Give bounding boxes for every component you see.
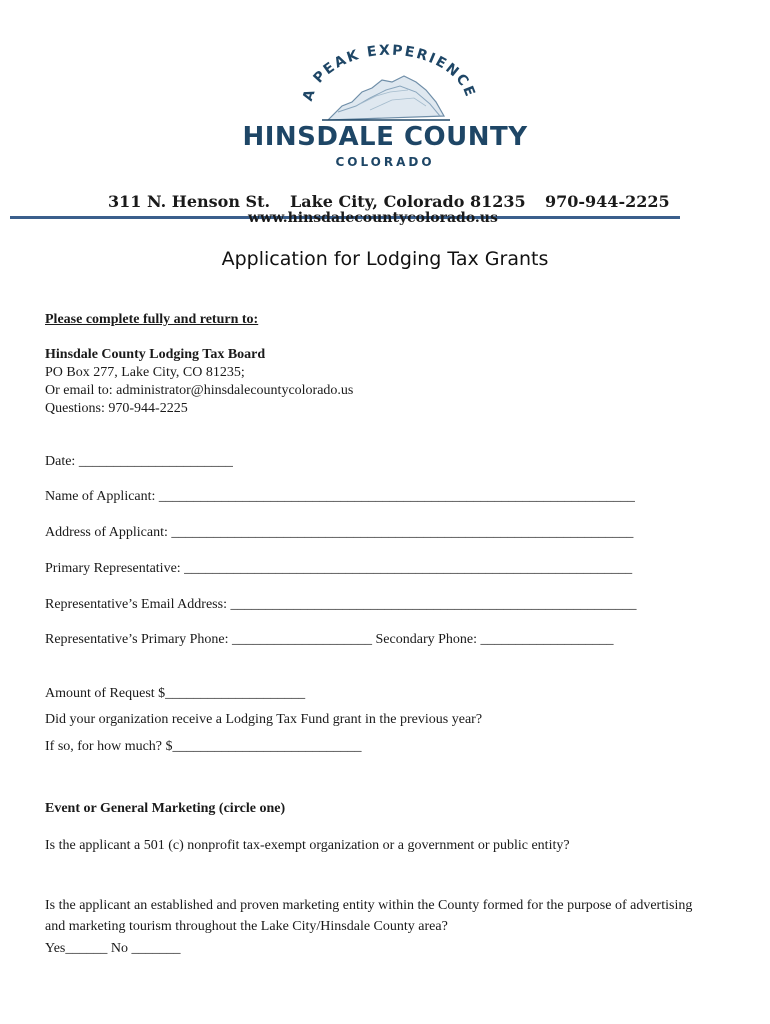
- po-box: PO Box 277, Lake City, CO 81235;: [45, 365, 245, 380]
- mountain-logo-icon: [230, 40, 540, 130]
- representative-phone-fields[interactable]: Representative’s Primary Phone: ____________________ Secondary Phone: ___________________: [45, 632, 614, 647]
- representative-email-field[interactable]: Representative’s Email Address: __________________________________________________________: [45, 597, 637, 612]
- questions-phone: Questions: 970-944-2225: [45, 401, 188, 416]
- county-name: HINSDALE COUNTY: [242, 122, 528, 152]
- phone-number: 970-944-2225: [545, 192, 670, 211]
- section-heading: Event or General Marketing (circle one): [45, 801, 286, 816]
- date-field[interactable]: Date: ______________________: [45, 454, 233, 469]
- logo-tagline: A PEAK EXPERIENCE: [300, 42, 479, 104]
- page-title: Application for Lodging Tax Grants: [221, 248, 549, 270]
- email-instructions: Or email to: administrator@hinsdalecountycolorado.us: [45, 383, 354, 398]
- city-address: Lake City, Colorado 81235: [290, 192, 526, 211]
- nonprofit-question: Is the applicant a 501 (c) nonprofit tax-exempt organization or a government or public entity?: [45, 838, 570, 853]
- board-name: Hinsdale County Lodging Tax Board: [45, 347, 266, 362]
- previous-grant-amount-field[interactable]: If so, for how much? $___________________________: [45, 739, 362, 754]
- street-address: 311 N. Henson St.: [108, 192, 271, 211]
- website-link[interactable]: www.hinsdalecountycolorado.us: [248, 210, 498, 226]
- state-name: COLORADO: [335, 155, 435, 169]
- amount-request-field[interactable]: Amount of Request $____________________: [45, 686, 306, 701]
- yes-no-field[interactable]: Yes______ No _______: [45, 941, 181, 956]
- previous-grant-question: Did your organization receive a Lodging Tax Fund grant in the previous year?: [45, 712, 483, 727]
- marketing-entity-question: Is the applicant an established and proven marketing entity within the County formed for the purpose of advertising and marketing tourism throughout the Lake City/Hinsdale County area?: [45, 898, 693, 934]
- primary-representative-field[interactable]: Primary Representative: ________________________________________________________________: [45, 561, 633, 576]
- applicant-address-field[interactable]: Address of Applicant: __________________________________________________________________: [45, 525, 634, 540]
- applicant-name-field[interactable]: Name of Applicant: ____________________________________________________________________: [45, 489, 635, 504]
- instructions-heading: Please complete fully and return to:: [45, 312, 259, 327]
